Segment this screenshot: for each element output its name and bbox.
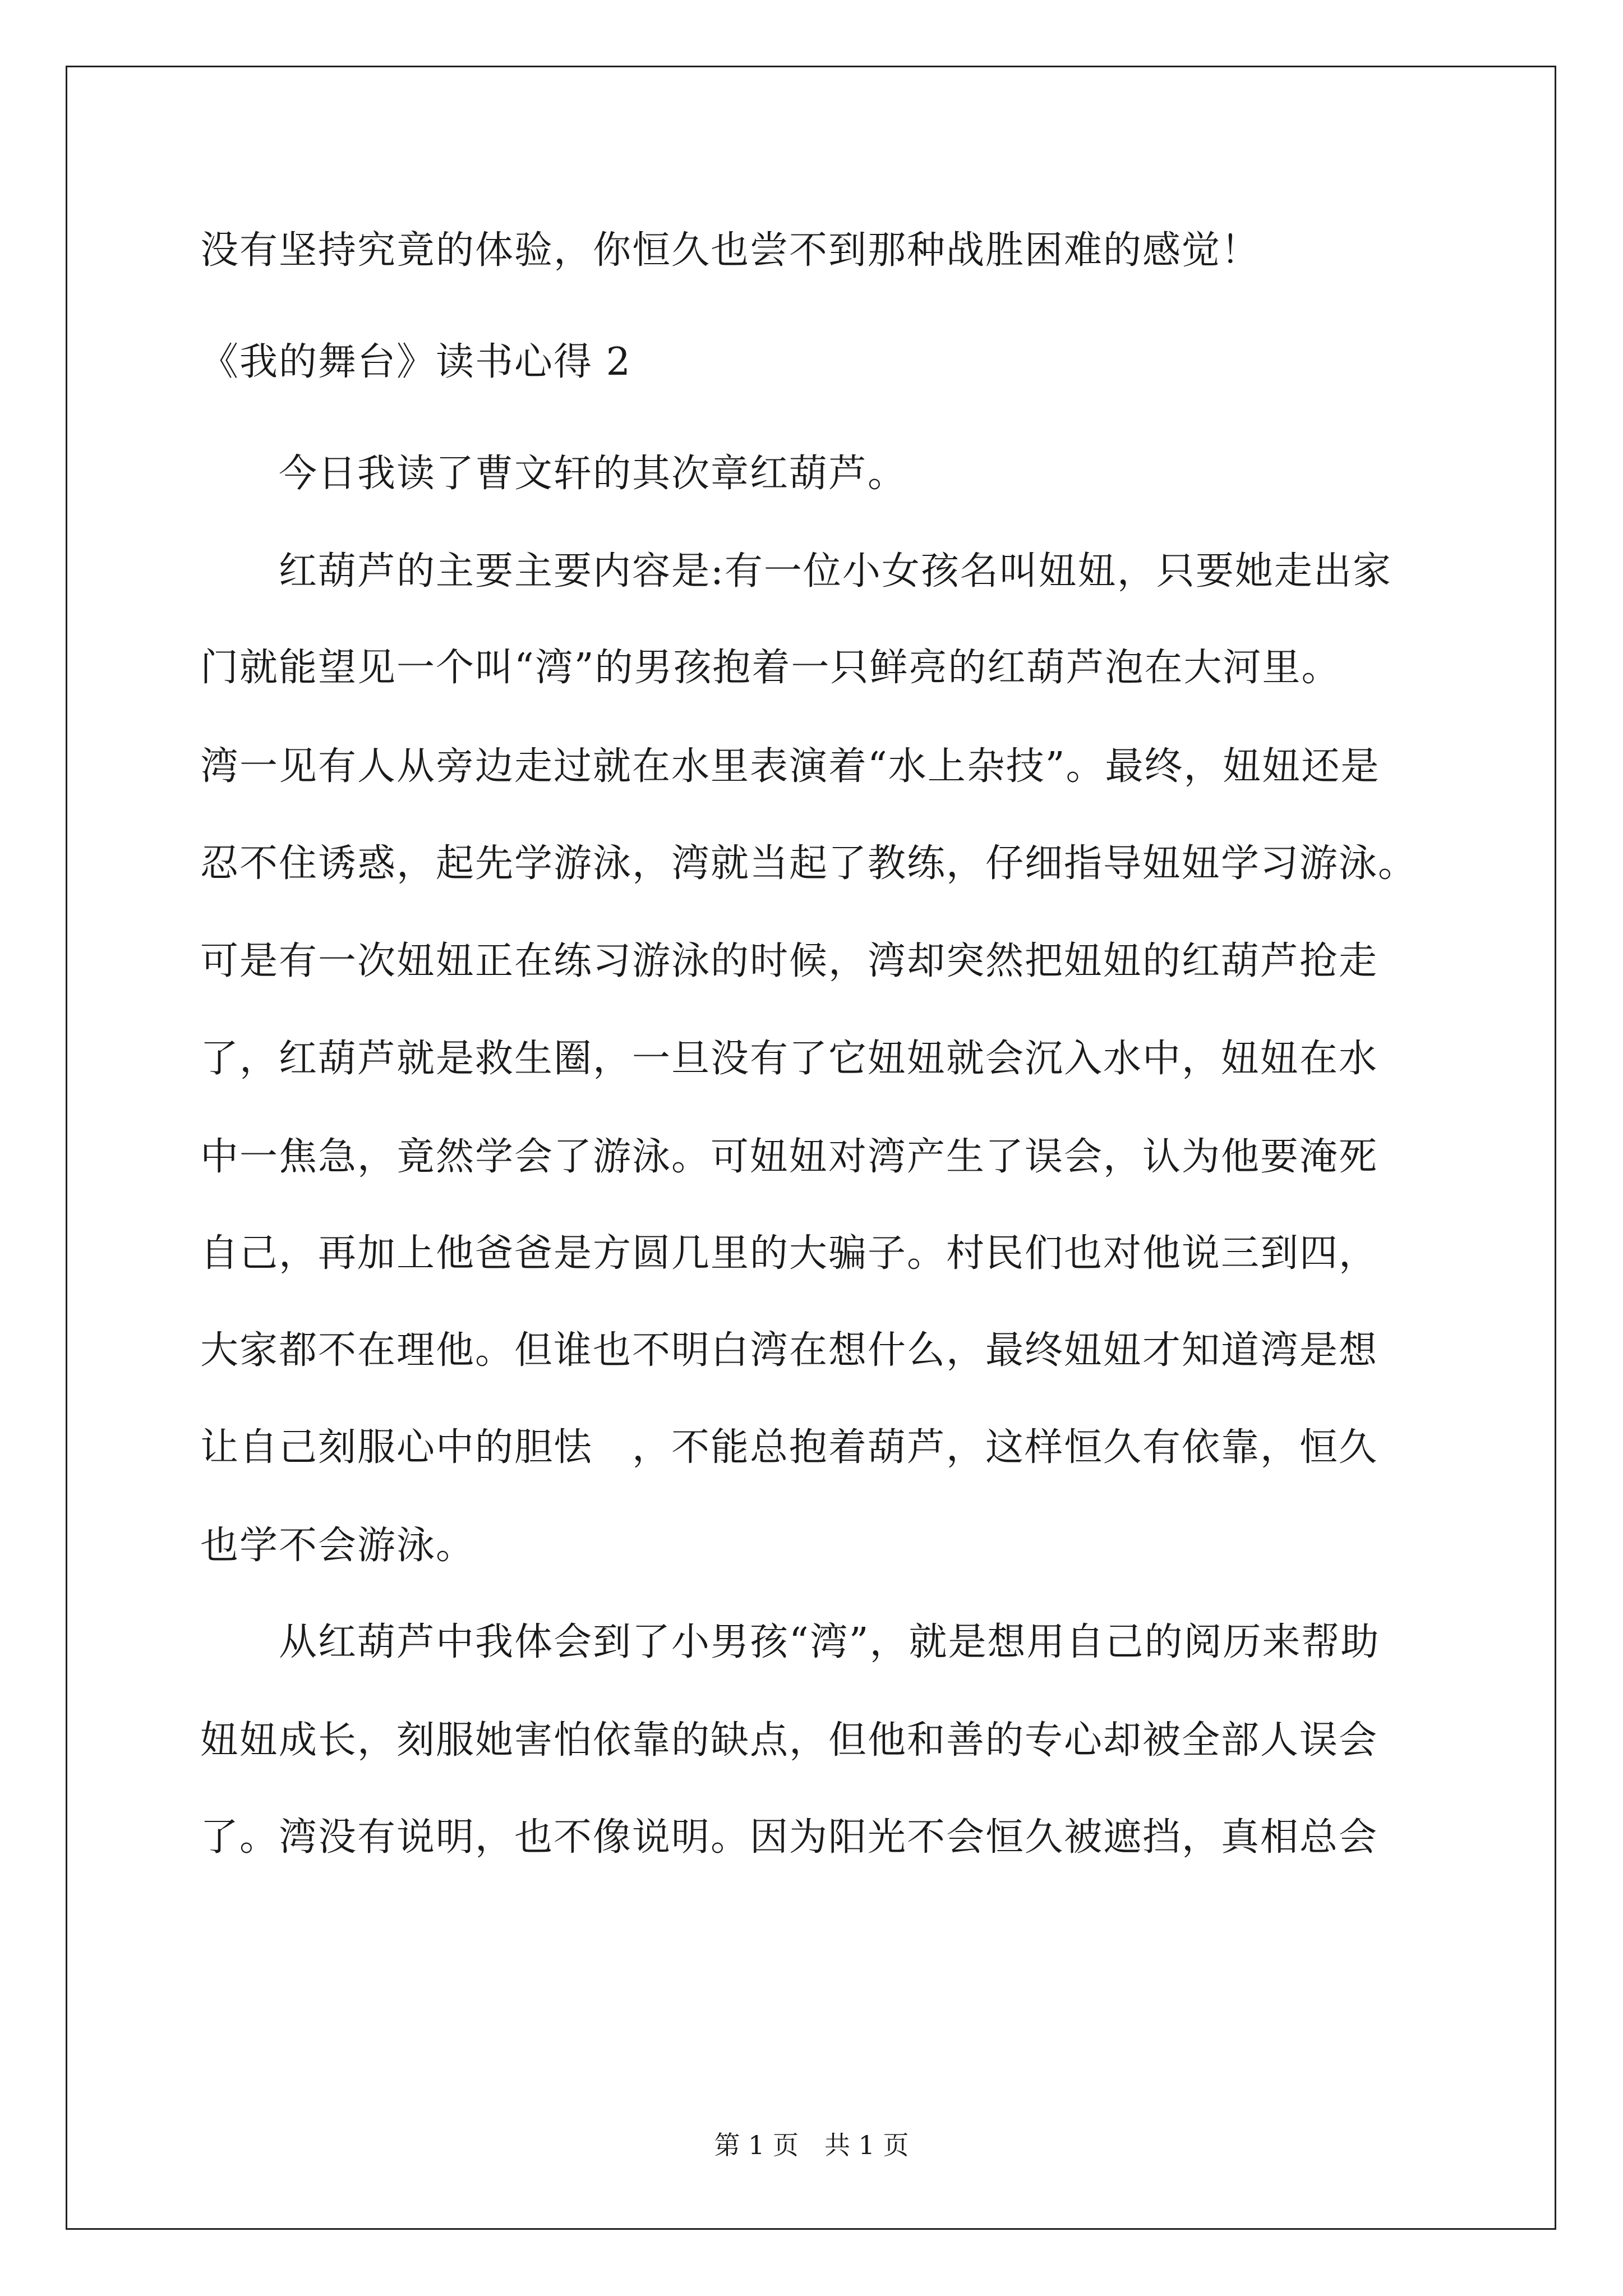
text-line: 可是有一次妞妞正在练习游泳的时候，湾却突然把妞妞的红葫芦抢走 [200,939,1378,983]
text-line: 湾一见有人从旁边走过就在水里表演着“水上杂技”。最终，妞妞还是 [200,744,1380,789]
text-line: 自己，再加上他爸爸是方圆几里的大骗子。村民们也对他说三到四， [200,1231,1378,1276]
text-line: 今日我读了曹文轩的其次章红葫芦。 [200,452,907,496]
page-number-footer: 第 1 页 共 1 页 [714,2130,909,2160]
text-line: 了，红葫芦就是救生圈，一旦没有了它妞妞就会沉入水中，妞妞在水 [200,1037,1378,1081]
text-line: 也学不会游泳。 [200,1524,476,1568]
text-line: 红葫芦的主要主要内容是:有一位小女孩名叫妞妞，只要她走出家 [200,549,1392,593]
text-line: 门就能望见一个叫“湾”的男孩抱着一只鲜亮的红葫芦泡在大河里。 [200,646,1341,690]
text-line: 妞妞成长，刻服她害怕依靠的缺点，但他和善的专心却被全部人误会 [200,1718,1378,1763]
text-line: 忍不住诱惑，起先学游泳，湾就当起了教练，仔细指导妞妞学习游泳。 [200,841,1418,886]
text-line: 了。湾没有说明，也不像说明。因为阳光不会恒久被遮挡，真相总会 [200,1815,1378,1860]
section-title: 《我的舞台》读书心得 2 [200,340,631,384]
text-line: 没有坚持究竟的体验，你恒久也尝不到那种战胜困难的感觉！ [200,228,1261,273]
text-line: 让自己刻服心中的胆怯 ，不能总抱着葫芦，这样恒久有依靠，恒久 [200,1425,1378,1470]
text-line: 从红葫芦中我体会到了小男孩“湾”，就是想用自己的阅历来帮助 [200,1620,1380,1664]
text-line: 大家都不在理他。但谁也不明白湾在想什么，最终妞妞才知道湾是想 [200,1328,1378,1373]
text-line: 中一焦急，竟然学会了游泳。可妞妞对湾产生了误会，认为他要淹死 [200,1135,1378,1179]
